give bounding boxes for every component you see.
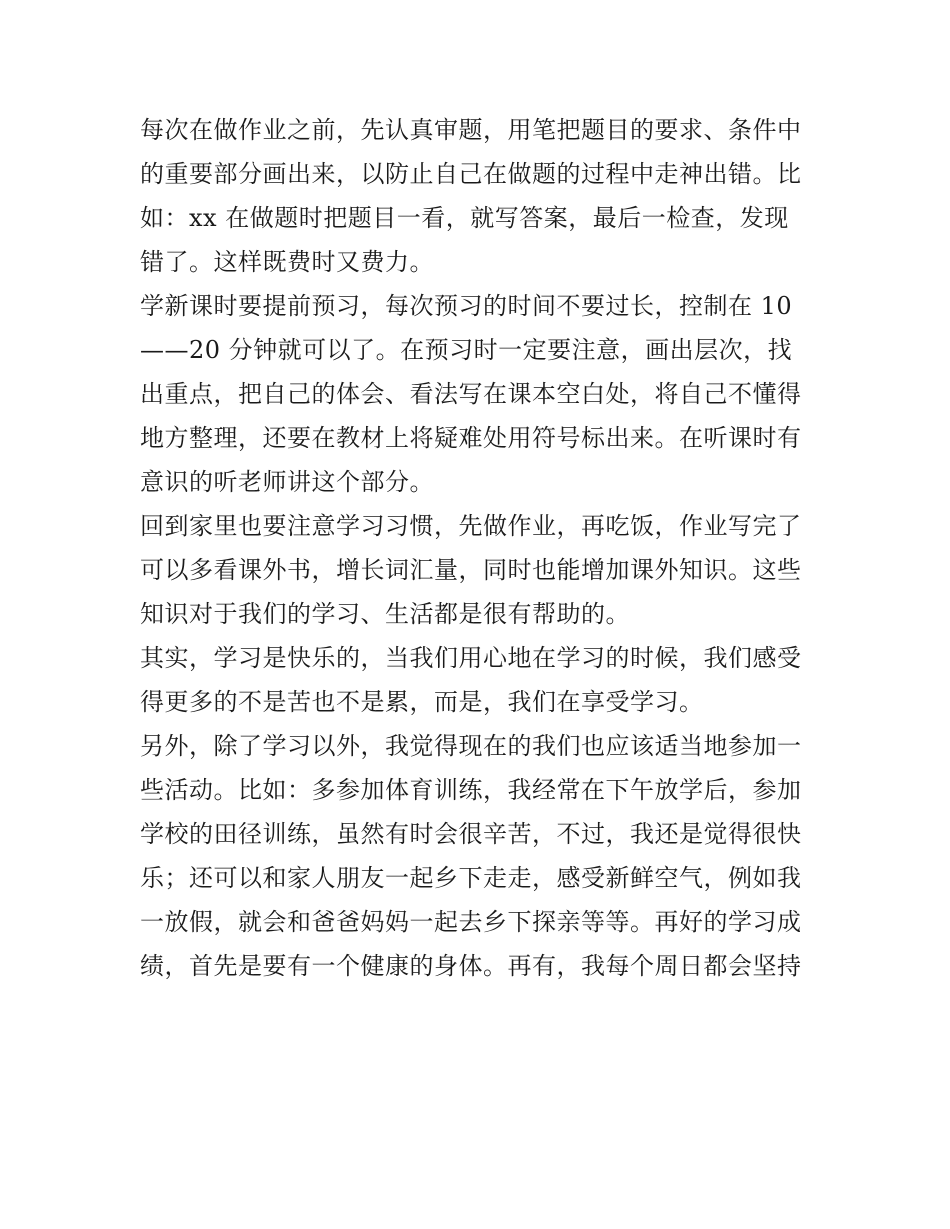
text-line: 地方整理，还要在教材上将疑难处用符号标出来。在听课时有	[140, 424, 802, 452]
text-line: 乐；还可以和家人朋友一起乡下走走，感受新鲜空气，例如我	[140, 864, 802, 892]
text-line: 的重要部分画出来，以防止自己在做题的过程中走神出错。比	[140, 160, 802, 188]
text-line: 意识的听老师讲这个部分。	[140, 468, 434, 496]
text-line: 出重点，把自己的体会、看法写在课本空白处，将自己不懂得	[140, 380, 802, 408]
text-line: 知识对于我们的学习、生活都是很有帮助的。	[140, 600, 630, 628]
text-line: 错了。这样既费时又费力。	[140, 248, 434, 276]
text-line: 每次在做作业之前，先认真审题，用笔把题目的要求、条件中	[140, 116, 802, 144]
text-line: 学校的田径训练，虽然有时会很辛苦，不过，我还是觉得很快	[140, 820, 802, 848]
text-line: 得更多的不是苦也不是累，而是，我们在享受学习。	[140, 688, 704, 716]
text-line: 绩，首先是要有一个健康的身体。再有，我每个周日都会坚持	[140, 952, 802, 980]
text-line: 回到家里也要注意学习习惯，先做作业，再吃饭，作业写完了	[140, 512, 802, 540]
text-line: 另外，除了学习以外，我觉得现在的我们也应该适当地参加一	[140, 732, 802, 760]
text-line: ——20 分钟就可以了。在预习时一定要注意，画出层次，找	[140, 336, 793, 364]
text-line: 可以多看课外书，增长词汇量，同时也能增加课外知识。这些	[140, 556, 802, 584]
document-body	[140, 108, 820, 988]
text-line: 学新课时要提前预习，每次预习的时间不要过长，控制在 10	[140, 292, 793, 320]
text-line: 一放假，就会和爸爸妈妈一起去乡下探亲等等。再好的学习成	[140, 908, 802, 936]
text-line: 其实，学习是快乐的，当我们用心地在学习的时候，我们感受	[140, 644, 802, 672]
text-line: 些活动。比如：多参加体育训练，我经常在下午放学后，参加	[140, 776, 802, 804]
text-line: 如：xx 在做题时把题目一看，就写答案，最后一检查，发现	[140, 204, 789, 232]
